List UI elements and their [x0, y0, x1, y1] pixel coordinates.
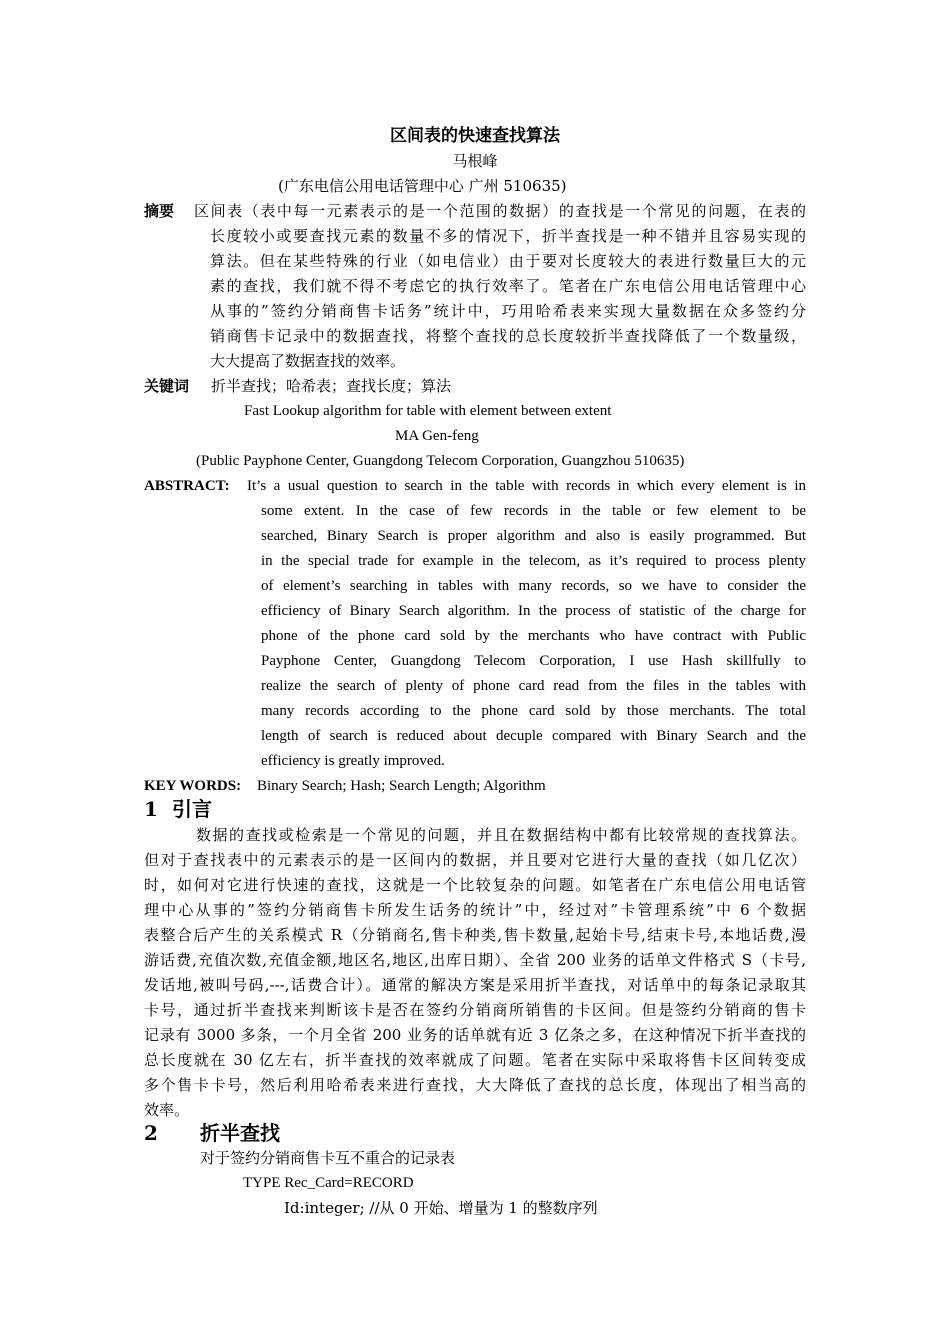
abstract-en-line: many records according to the phone card sold by those merchants. The total — [261, 703, 806, 719]
abstract-cn-line: 从事的”签约分销商售卡话务”统计中，巧用哈希表来实现大量数据在众多签约分 — [210, 302, 806, 320]
abstract-en-line: searched, Binary Search is proper algorithm and also is easily programmed. But — [261, 528, 806, 544]
abstract-en-line: some extent. In the case of few records in the table or few element to be — [261, 503, 806, 519]
section1-title: 引言 — [172, 797, 212, 821]
abstract-cn-line: 素的查找，我们就不得不考虑它的执行效率了。笔者在广东电信公用电话管理中心 — [210, 277, 806, 295]
section1-line: 游话费,充值次数,充值金额,地区名,地区,出库日期）、全省 200 业务的话单文件格式 S（卡号, — [144, 951, 806, 969]
keywords-cn-text: 折半查找；哈希表；查找长度；算法 — [211, 377, 452, 395]
section1-number: 1 — [144, 797, 158, 821]
abstract-cn-line: 销商售卡记录中的数据查找，将整个查找的总长度较折半查找降低了一个数量级， — [210, 327, 806, 345]
abstract-en-line: Payphone Center, Guangdong Telecom Corporation, I use Hash skillfully to — [261, 653, 806, 669]
abstract-en-line: efficiency is greatly improved. — [261, 753, 445, 769]
abstract-en-line: realize the search of plenty of phone card read from the files in the tables with — [261, 678, 806, 694]
english-title: Fast Lookup algorithm for table with element between extent — [244, 403, 612, 419]
keywords-cn-label: 关键词 — [144, 377, 190, 395]
code-line: TYPE Rec_Card=RECORD — [243, 1175, 414, 1191]
author: 马根峰 — [452, 152, 498, 170]
abstract-cn-label: 摘要 — [144, 202, 175, 220]
abstract-en-line: phone of the phone card sold by the merchants who have contract with Public — [261, 628, 806, 644]
section1-line: 理中心从事的”签约分销商售卡所发生话务的统计”中，经过对”卡管理系统”中 6 个数据 — [144, 901, 806, 919]
english-author: MA Gen-feng — [395, 428, 479, 444]
english-affiliation: (Public Payphone Center, Guangdong Telecom Corporation, Guangzhou 510635) — [196, 453, 685, 469]
abstract-en-line: length of search is reduced about decuple compared with Binary Search and the — [261, 728, 806, 744]
abstract-en-line: efficiency of Binary Search algorithm. In the process of statistic of the charge for — [261, 603, 806, 619]
abstract-cn-line: 大大提高了数据查找的效率。 — [210, 352, 406, 370]
section1-line: 多个售卡卡号，然后利用哈希表来进行查找，大大降低了查找的总长度，体现出了相当高的 — [144, 1076, 806, 1094]
section1-line: 记录有 3000 多条，一个月全省 200 业务的话单就有近 3 亿条之多，在这种情况下折半查找的 — [144, 1026, 806, 1044]
section1-line: 表整合后产生的关系模式 R（分销商名,售卡种类,售卡数量,起始卡号,结束卡号,本地话费,漫 — [144, 926, 806, 944]
keywords-en-label: KEY WORDS: — [144, 778, 242, 794]
abstract-en-line: in the special trade for example in the telecom, as it’s required to process plenty — [261, 553, 806, 569]
abstract-cn-line: 长度较小或要查找元素的数量不多的情况下，折半查找是一种不错并且容易实现的 — [210, 227, 806, 245]
keywords-en-text: Binary Search; Hash; Search Length; Algorithm — [257, 778, 546, 794]
section2-title: 折半查找 — [200, 1121, 280, 1145]
section1-line: 卡号，通过折半查找来判断该卡是否在签约分销商所销售的卡区间。但是签约分销商的售卡 — [144, 1001, 806, 1019]
paper-title: 区间表的快速查找算法 — [390, 126, 560, 146]
abstract-en-line: It’s a usual question to search in the table with records in which every element is in — [247, 478, 806, 494]
section1-line: 但对于查找表中的元素表示的是一区间内的数据，并且要对它进行大量的查找（如几亿次） — [144, 851, 806, 869]
affiliation: (广东电信公用电话管理中心 广州 510635) — [278, 177, 567, 195]
section2-intro: 对于签约分销商售卡互不重合的记录表 — [200, 1149, 456, 1167]
section2-number: 2 — [144, 1121, 158, 1145]
section1-line: 数据的查找或检索是一个常见的问题，并且在数据结构中都有比较常规的查找算法。 — [196, 826, 806, 844]
abstract-en-label: ABSTRACT: — [144, 478, 230, 494]
abstract-cn-line: 算法。但在某些特殊的行业（如电信业）由于要对长度较大的表进行数量巨大的元 — [210, 252, 806, 270]
abstract-en-line: of element’s searching in tables with many records, so we have to consider the — [261, 578, 806, 594]
section1-line: 时，如何对它进行快速的查找，这就是一个比较复杂的问题。如笔者在广东电信公用电话管 — [144, 876, 806, 894]
section1-line: 发话地,被叫号码,---,话费合计）。通常的解决方案是采用折半查找，对话单中的每条记录取其 — [144, 976, 806, 994]
section1-line: 效率。 — [144, 1101, 190, 1119]
abstract-cn-line: 区间表（表中每一元素表示的是一个范围的数据）的查找是一个常见的问题，在表的 — [194, 202, 806, 220]
code-line: Id:integer; //从 0 开始、增量为 1 的整数序列 — [284, 1199, 598, 1217]
section1-line: 总长度就在 30 亿左右，折半查找的效率就成了问题。笔者在实际中采取将售卡区间转变成 — [144, 1051, 806, 1069]
